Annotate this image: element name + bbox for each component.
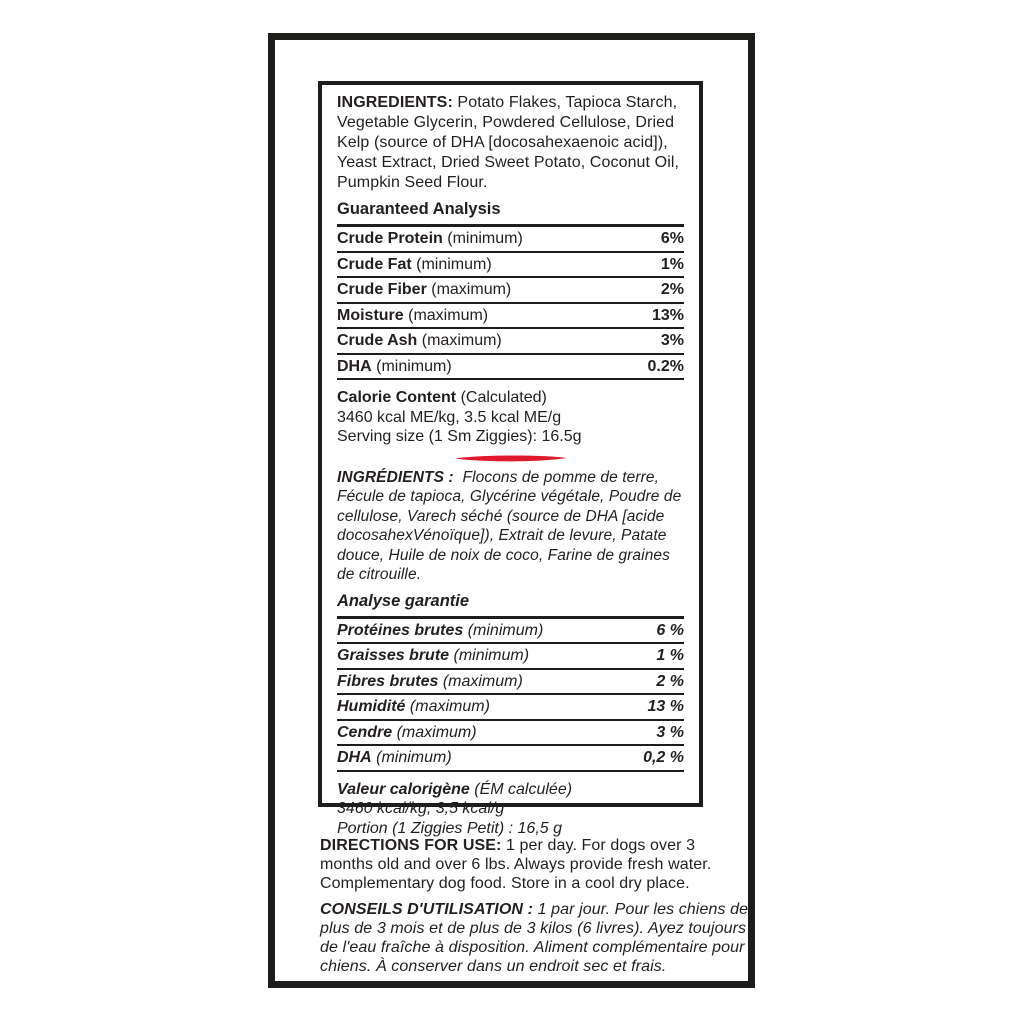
ingredients-fr (337, 468, 684, 585)
analyse-garantie-heading: Analyse garantie (337, 591, 684, 619)
table-row (337, 695, 684, 721)
row-qualifier: (maximum) (442, 672, 523, 690)
directions-fr-text: 1 par jour. Pour les chiens de plus de 3 mois et de plus de 3 kilos (6 livres). Ayez toujours de l'eau fraîche à disposition. Aliment complémentaire pour chiens. À conserver dans un endroit sec et frais. (320, 901, 749, 975)
red-divider (455, 454, 567, 463)
row-value: 2 % (656, 672, 684, 690)
calorie-line: 3460 kcal ME/kg, 3.5 kcal ME/g (337, 408, 562, 426)
label-outer-frame (268, 33, 755, 988)
table-row (337, 746, 684, 772)
row-value: 13 % (647, 698, 684, 715)
row-qualifier: (maximum) (396, 723, 477, 741)
directions-en (320, 836, 744, 893)
row-qualifier: (minimum) (453, 647, 530, 664)
directions-fr-heading: CONSEILS D'UTILISATION : (320, 901, 534, 918)
row-name: DHA (337, 749, 372, 766)
row-name: Crude Fat (337, 255, 412, 273)
table-row (337, 644, 684, 670)
calorie-content-en (337, 388, 684, 447)
ingredients-en-text: Potato Flakes, Tapioca Starch, Vegetable Glycerin, Powdered Cellulose, Dried Kelp (source of DHA [docosahexaenoic acid]), Yeast Extract, Dried Sweet Potato, Coconut Oil, Pumpkin Seed Flour. (337, 94, 680, 191)
row-value: 1% (660, 255, 684, 273)
ingredients-fr-heading: INGRÉDIENTS : (337, 468, 454, 486)
directions-en-text: 1 per day. For dogs over 3 months old and over 6 lbs. Always provide fresh water. Complementary dog food. Store in a cool dry place. (320, 837, 712, 892)
row-name: Protéines brutes (337, 621, 464, 639)
row-value: 1 % (656, 647, 684, 664)
directions-fr (320, 900, 756, 976)
row-name: Moisture (337, 306, 404, 324)
row-qualifier: (maximum) (408, 306, 489, 324)
table-row (337, 329, 684, 355)
row-qualifier: (minimum) (376, 357, 452, 375)
row-qualifier: (minimum) (467, 621, 544, 639)
table-row (337, 619, 684, 645)
calorie-content-fr (337, 780, 684, 839)
row-value: 6 % (656, 621, 684, 639)
row-name: Fibres brutes (337, 672, 439, 690)
row-value: 2% (660, 281, 684, 298)
row-qualifier: (minimum) (376, 749, 452, 766)
calorie-heading: Calorie Content (337, 389, 457, 406)
row-value: 0,2 % (643, 749, 684, 766)
nutrition-panel (318, 81, 703, 837)
table-row (337, 721, 684, 747)
guaranteed-analysis-table (337, 227, 684, 380)
red-divider-shape (455, 455, 567, 461)
row-qualifier: (minimum) (416, 255, 492, 273)
table-row (337, 355, 684, 381)
row-name: Crude Fiber (337, 281, 427, 298)
guaranteed-analysis-heading: Guaranteed Analysis (337, 199, 684, 227)
row-name: Humidité (337, 698, 406, 715)
row-qualifier: (maximum) (409, 698, 490, 715)
row-qualifier: (minimum) (447, 230, 523, 247)
calorie-line: Portion (1 Ziggies Petit) : 16,5 g (337, 819, 562, 837)
ingredients-en-heading: INGREDIENTS: (337, 94, 453, 111)
table-row (337, 227, 684, 253)
ingredients-en (337, 93, 684, 193)
ingredients-fr-text: Flocons de pomme de terre, Fécule de tapioca, Glycérine végétale, Poudre de cellulose, Varech séché (source de DHA [acide docosahexVénoïque]), Extrait de levure, Patate douce, Huile de noix de coco, Farine de graines de citrouille. (337, 468, 682, 583)
calorie-heading: Valeur calorigène (337, 780, 470, 798)
row-name: Crude Protein (337, 230, 443, 247)
table-row (337, 253, 684, 279)
row-value: 3 % (656, 723, 684, 741)
table-row (337, 670, 684, 696)
french-section (337, 468, 684, 839)
calorie-line: Serving size (1 Sm Ziggies): 16.5g (337, 428, 582, 445)
row-qualifier: (maximum) (431, 281, 512, 298)
row-value: 0.2% (647, 357, 684, 375)
calorie-line: 3460 kcal/kg, 3,5 kcal/g (337, 800, 505, 817)
row-value: 6% (660, 230, 684, 247)
row-name: Crude Ash (337, 332, 418, 349)
calorie-qualifier: (ÉM calculée) (474, 780, 573, 798)
table-row (337, 304, 684, 330)
analyse-garantie-table (337, 619, 684, 772)
calorie-qualifier: (Calculated) (460, 389, 547, 406)
row-name: DHA (337, 357, 372, 375)
row-value: 13% (651, 306, 684, 324)
row-name: Cendre (337, 723, 393, 741)
table-row (337, 278, 684, 304)
row-name: Graisses brute (337, 647, 450, 664)
directions-en-heading: DIRECTIONS FOR USE: (320, 837, 502, 854)
row-value: 3% (660, 332, 684, 349)
row-qualifier: (maximum) (421, 332, 502, 349)
